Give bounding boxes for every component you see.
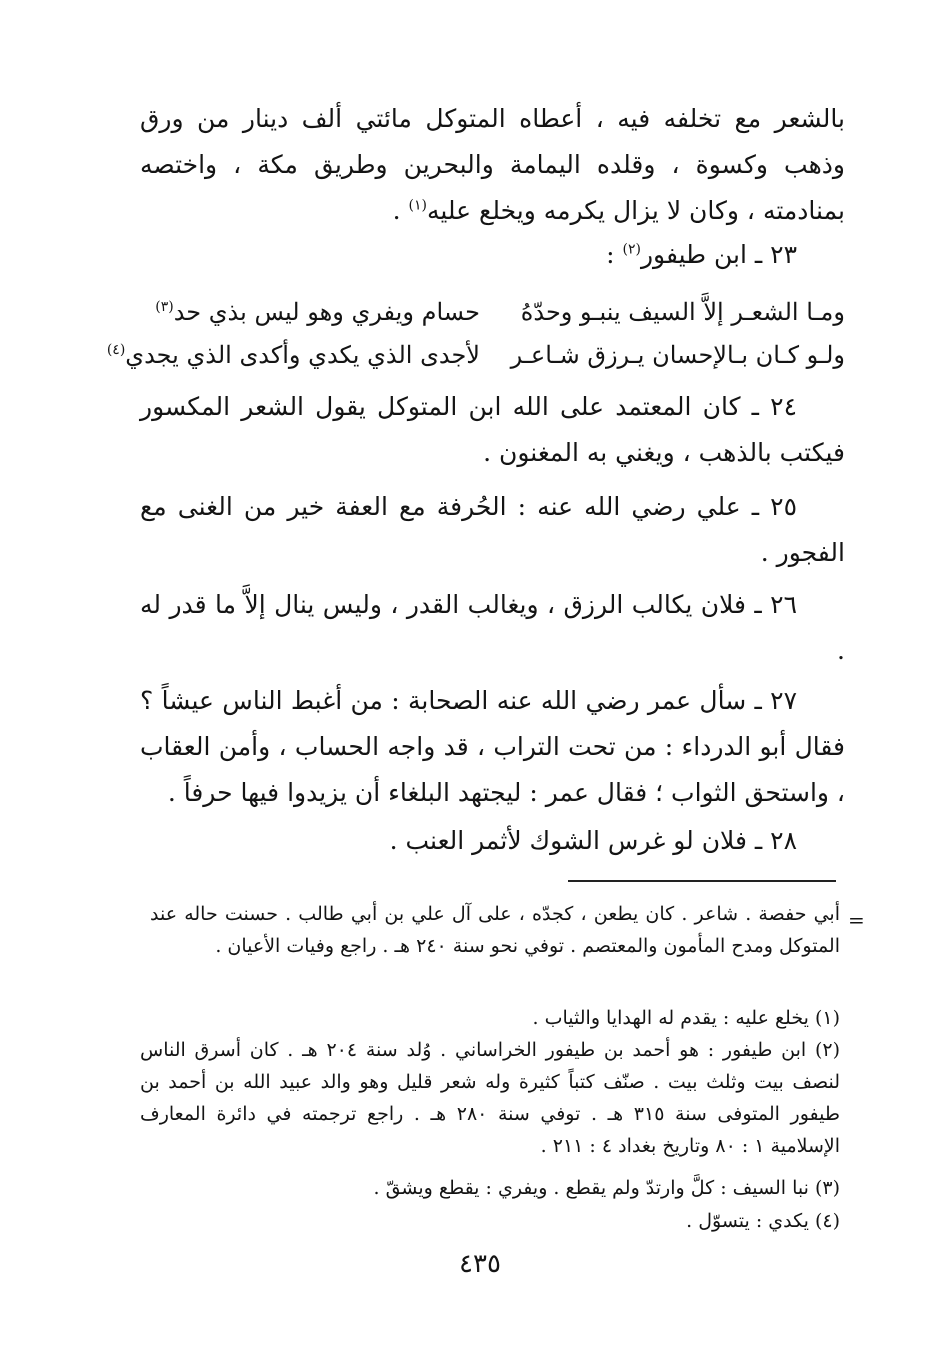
footnote-4: (٤) يكدي : يتسوّل . <box>686 1210 840 1232</box>
paragraph-intro-end: . <box>392 196 409 225</box>
entry-23-text: ٢٣ ـ ابن طيفور <box>640 240 797 269</box>
verse-2-second-text: لأجدى الذي يكدي وأكدى الذي يجدي <box>125 341 480 369</box>
entry-25: ٢٥ ـ علي رضي الله عنه : الحُرفة مع العفة خير من الغنى مع الفجور . <box>140 492 845 567</box>
page-number: ٤٣٥ <box>459 1249 501 1279</box>
footnote-2: (٢) ابن طيفور : هو أحمد بن طيفور الخراساني . وُلد سنة ٢٠٤ هـ . كان أسرق الناس لنصف بيت وثلث بيت . صنّف كتباً كثيرة وله شعر قليل وهو والد عبيد الله بن أحمد بن طيفور المتوفى سنة ٣١٥ هـ . توفي سنة ٢٨٠ هـ . راجع ترجمته في دائرة المعارف الإسلامية ١ : ٨٠ وتاريخ بغداد ٤ : ٢١١ . <box>140 1039 841 1157</box>
footnote-ref-2: (٢) <box>622 241 641 258</box>
entry-27: ٢٧ ـ سأل عمر رضي الله عنه الصحابة : من أغبط الناس عيشاً ؟ فقال أبو الدرداء : من تحت التراب ، قد واجه الحساب ، وأمن العقاب ، واستحق الثواب ؛ فقال عمر : ليجتهد البلغاء أن يزيدوا فيها حرفاً . <box>140 686 845 807</box>
entry-23-colon: : <box>606 240 623 269</box>
continuation-mark: = <box>848 908 865 932</box>
verse-2 <box>106 335 845 375</box>
footnote-continuation: أبي حفصة . شاعر . كان يطعن ، كجدّه ، على آل علي بن أبي طالب . حسنت حاله عند المتوكل ومدح المأمون والمعتصم . توفي نحو سنة ٢٤٠ هـ . راجع وفيات الأعيان . <box>150 903 840 957</box>
paragraph-intro <box>140 96 845 234</box>
entry-23-heading <box>140 232 845 278</box>
footnote-separator <box>568 880 836 882</box>
verse-2-first-hemistich: ولـو كـان بـالإحسان يـرزق شـاعـر <box>510 341 845 369</box>
footnote-ref-3: (٣) <box>155 299 174 315</box>
verse-2-second-hemistich <box>106 335 480 375</box>
verse-1-second-hemistich <box>140 292 480 332</box>
verse-1 <box>140 292 845 332</box>
footnote-1: (١) يخلع عليه : يقدم له الهدايا والثياب . <box>532 1007 840 1029</box>
footnote-3: (٣) نبا السيف : كلَّ وارتدّ ولم يقطع . ويفري : يقطع ويشقّ . <box>373 1177 840 1199</box>
verse-1-first-hemistich: ومـا الشعـر إلاَّ السيف ينبـو وحدّهُ <box>520 298 845 326</box>
paragraph-intro-text: بالشعر مع تخلفه فيه ، أعطاه المتوكل مائتي ألف دينار من ورق وذهب وكسوة ، وقلده اليمامة والبحرين وطريق مكة ، واختصه بمنادمته ، وكان لا يزال يكرمه ويخلع عليه <box>140 104 845 225</box>
footnote-ref-1: (١) <box>408 197 427 214</box>
verse-1-second-text: حسام ويفري وهو ليس بذي حد <box>173 298 480 326</box>
footnote-ref-4: (٤) <box>106 342 126 358</box>
entry-26: ٢٦ ـ فلان يكالب الرزق ، ويغالب القدر ، وليس ينال إلاَّ ما قدر له . <box>140 590 845 665</box>
entry-24: ٢٤ ـ كان المعتمد على الله ابن المتوكل يقول الشعر المكسور فيكتب بالذهب ، ويغني به المغنون . <box>140 392 845 467</box>
entry-28: ٢٨ ـ فلان لو غرس الشوك لأثمر العنب . <box>389 826 797 855</box>
